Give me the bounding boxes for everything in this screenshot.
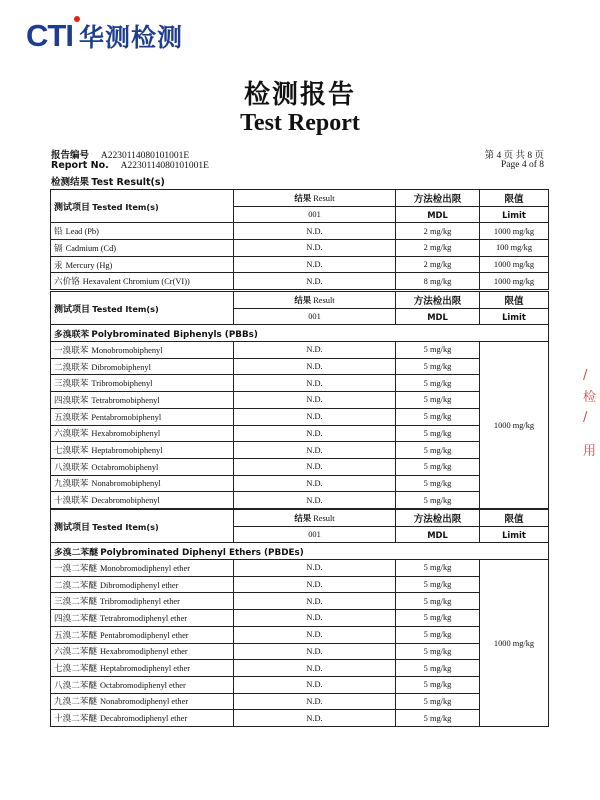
item-name: 三溴联苯 Tribromobiphenyl xyxy=(51,375,234,392)
item-name: 二溴联苯 Dibromobiphenyl xyxy=(51,358,234,375)
item-name: 六溴联苯 Hexabromobiphenyl xyxy=(51,425,234,442)
item-name: 二溴二苯醚 Dibromodiphenyl ether xyxy=(51,576,234,593)
item-name: 八溴二苯醚 Octabromodiphenyl ether xyxy=(51,676,234,693)
item-name: 一溴二苯醚 Monobromodiphenyl ether xyxy=(51,560,234,577)
item-name: 八溴联苯 Octabromobiphenyl xyxy=(51,458,234,475)
table-row xyxy=(51,560,549,577)
table-header-row xyxy=(51,292,549,309)
report-no-value: A2230114080101001E xyxy=(120,161,209,171)
item-name: 七溴二苯醚 Heptabromodiphenyl ether xyxy=(51,660,234,677)
item-name: 五溴二苯醚 Pentabromodiphenyl ether xyxy=(51,626,234,643)
result-value: N.D. xyxy=(234,626,396,643)
table-row xyxy=(51,492,549,509)
mdl-value: 5 mg/kg xyxy=(396,392,480,409)
result-value: N.D. xyxy=(234,342,396,359)
table-row xyxy=(51,610,549,627)
header-result: 结果 Result xyxy=(234,190,396,207)
table-row xyxy=(51,358,549,375)
item-name: 五溴联苯 Pentabromobiphenyl xyxy=(51,408,234,425)
item-name: 七溴联苯 Heptabromobiphenyl xyxy=(51,442,234,459)
table-row xyxy=(51,442,549,459)
pbde-table xyxy=(50,509,549,727)
mdl-value: 5 mg/kg xyxy=(396,425,480,442)
result-value: N.D. xyxy=(234,442,396,459)
header-result: 结果 Result xyxy=(234,510,396,527)
table-row xyxy=(51,660,549,677)
table-row xyxy=(51,240,549,257)
result-value: N.D. xyxy=(234,610,396,627)
item-name: 六溴二苯醚 Hexabromodiphenyl ether xyxy=(51,643,234,660)
result-value: N.D. xyxy=(234,492,396,509)
item-name: 九溴二苯醚 Nonabromodiphenyl ether xyxy=(51,693,234,710)
header-tested-item: 测试项目 Tested Item(s) xyxy=(51,190,234,223)
header-tested-item: 测试项目 Tested Item(s) xyxy=(51,292,234,325)
mdl-value: 5 mg/kg xyxy=(396,408,480,425)
table-row xyxy=(51,576,549,593)
header-limit-en: Limit xyxy=(480,206,549,223)
header-sample-no: 001 xyxy=(234,206,396,223)
header-tested-item: 测试项目 Tested Item(s) xyxy=(51,510,234,543)
report-title-cn: 检测报告 xyxy=(243,80,356,110)
logo-name-cn: 华测检测 xyxy=(78,23,183,52)
report-title-en: Test Report xyxy=(240,110,360,136)
table-row xyxy=(51,273,549,290)
result-value: N.D. xyxy=(234,660,396,677)
item-name: 十溴二苯醚 Decabromodiphenyl ether xyxy=(51,710,234,727)
table-row xyxy=(51,626,549,643)
table-row xyxy=(51,676,549,693)
header-result: 结果 Result xyxy=(234,292,396,309)
result-value: N.D. xyxy=(234,475,396,492)
table-row xyxy=(51,342,549,359)
result-value: N.D. xyxy=(234,560,396,577)
page-indicator-en: Page 4 of 8 xyxy=(500,160,544,170)
header-limit-en: Limit xyxy=(480,526,549,543)
table-row xyxy=(51,643,549,660)
mdl-value: 5 mg/kg xyxy=(396,375,480,392)
mdl-value: 5 mg/kg xyxy=(396,610,480,627)
item-name: 四溴联苯 Tetrabromobiphenyl xyxy=(51,392,234,409)
mdl-value: 5 mg/kg xyxy=(396,643,480,660)
header-limit-cn: 限值 xyxy=(480,190,549,207)
table-row xyxy=(51,408,549,425)
page-indicator-cn: 第 4 页 共 8 页 xyxy=(484,151,544,161)
limit-value: 1000 mg/kg xyxy=(480,256,549,273)
mdl-value: 5 mg/kg xyxy=(396,693,480,710)
mdl-value: 5 mg/kg xyxy=(396,560,480,577)
table-row xyxy=(51,425,549,442)
result-value: N.D. xyxy=(234,458,396,475)
header-sample-no: 001 xyxy=(234,308,396,325)
mdl-value: 5 mg/kg xyxy=(396,626,480,643)
limit-value: 1000 mg/kg xyxy=(480,273,549,290)
mdl-value: 8 mg/kg xyxy=(396,273,480,290)
table-row xyxy=(51,475,549,492)
mdl-value: 2 mg/kg xyxy=(396,240,480,257)
header-mdl-cn: 方法检出限 xyxy=(396,190,480,207)
metals-table xyxy=(50,189,549,290)
item-name: 汞 Mercury (Hg) xyxy=(51,256,234,273)
result-value: N.D. xyxy=(234,576,396,593)
table-row xyxy=(51,693,549,710)
stamp-char: 用 xyxy=(583,444,597,459)
mdl-value: 5 mg/kg xyxy=(396,475,480,492)
mdl-value: 2 mg/kg xyxy=(396,256,480,273)
mdl-value: 5 mg/kg xyxy=(396,593,480,610)
result-value: N.D. xyxy=(234,693,396,710)
result-value: N.D. xyxy=(234,358,396,375)
limit-value: 1000 mg/kg xyxy=(480,560,549,727)
item-name: 十溴联苯 Decabromobiphenyl xyxy=(51,492,234,509)
company-logo xyxy=(26,18,183,54)
result-value: N.D. xyxy=(234,425,396,442)
report-no-en-line: Report No. A2230114080101001E xyxy=(51,160,209,171)
header-mdl-cn: 方法检出限 xyxy=(396,292,480,309)
limit-value: 1000 mg/kg xyxy=(480,223,549,240)
header-sample-no: 001 xyxy=(234,526,396,543)
mdl-value: 5 mg/kg xyxy=(396,458,480,475)
mdl-value: 5 mg/kg xyxy=(396,492,480,509)
item-name: 六价铬 Hexavalent Chromium (Cr(VI)) xyxy=(51,273,234,290)
table-row xyxy=(51,375,549,392)
stamp-char: / xyxy=(583,410,588,425)
item-name: 四溴二苯醚 Tetrabromodiphenyl ether xyxy=(51,610,234,627)
table-row xyxy=(51,593,549,610)
item-name: 九溴联苯 Nonabromobiphenyl xyxy=(51,475,234,492)
result-value: N.D. xyxy=(234,223,396,240)
result-value: N.D. xyxy=(234,408,396,425)
group-header-row xyxy=(51,543,549,560)
item-name: 镉 Cadmium (Cd) xyxy=(51,240,234,257)
result-value: N.D. xyxy=(234,256,396,273)
table-header-row xyxy=(51,190,549,207)
header-mdl-en: MDL xyxy=(396,308,480,325)
header-mdl-cn: 方法检出限 xyxy=(396,510,480,527)
header-limit-cn: 限值 xyxy=(480,510,549,527)
item-name: 一溴联苯 Monobromobiphenyl xyxy=(51,342,234,359)
limit-value: 1000 mg/kg xyxy=(480,342,549,509)
pbb-table xyxy=(50,291,549,509)
mdl-value: 5 mg/kg xyxy=(396,660,480,677)
header-mdl-en: MDL xyxy=(396,526,480,543)
result-value: N.D. xyxy=(234,273,396,290)
header-limit-en: Limit xyxy=(480,308,549,325)
table-row xyxy=(51,458,549,475)
results-heading: 检测结果 Test Result(s) xyxy=(51,177,165,188)
item-name: 铅 Lead (Pb) xyxy=(51,223,234,240)
header-limit-cn: 限值 xyxy=(480,292,549,309)
mdl-value: 2 mg/kg xyxy=(396,223,480,240)
result-value: N.D. xyxy=(234,643,396,660)
mdl-value: 5 mg/kg xyxy=(396,442,480,459)
table-row xyxy=(51,223,549,240)
group-title: 多溴二苯醚 Polybrominated Diphenyl Ethers (PBDEs) xyxy=(51,543,549,560)
stamp-char: / xyxy=(583,368,588,383)
group-title: 多溴联苯 Polybrominated Biphenyls (PBBs) xyxy=(51,325,549,342)
table-row xyxy=(51,392,549,409)
mdl-value: 5 mg/kg xyxy=(396,710,480,727)
table-header-row xyxy=(51,510,549,527)
header-mdl-en: MDL xyxy=(396,206,480,223)
result-value: N.D. xyxy=(234,710,396,727)
result-value: N.D. xyxy=(234,375,396,392)
table-row xyxy=(51,256,549,273)
result-value: N.D. xyxy=(234,392,396,409)
item-name: 三溴二苯醚 Tribromodiphenyl ether xyxy=(51,593,234,610)
group-header-row xyxy=(51,325,549,342)
report-no-value: A2230114080101001E xyxy=(100,151,190,161)
table-row xyxy=(51,710,549,727)
result-value: N.D. xyxy=(234,593,396,610)
mdl-value: 5 mg/kg xyxy=(396,358,480,375)
limit-value: 100 mg/kg xyxy=(480,240,549,257)
mdl-value: 5 mg/kg xyxy=(396,576,480,593)
logo-brand: CTI xyxy=(26,18,73,54)
report-no-cn-line: 报告编号 A2230114080101001E xyxy=(51,150,190,161)
result-value: N.D. xyxy=(234,676,396,693)
mdl-value: 5 mg/kg xyxy=(396,342,480,359)
mdl-value: 5 mg/kg xyxy=(396,676,480,693)
result-value: N.D. xyxy=(234,240,396,257)
stamp-char: 检 xyxy=(583,390,597,405)
